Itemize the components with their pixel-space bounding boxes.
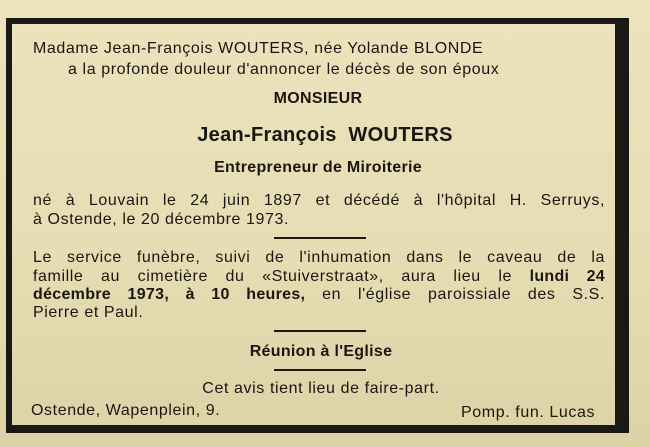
divider-3 xyxy=(274,369,366,371)
service-line-2-text: famille au cimetière du «Stuiverstraat», aura lieu le xyxy=(33,268,530,285)
intro-line-2: a la profonde douleur d'annoncer le décès de son époux xyxy=(68,61,500,78)
service-line-2 xyxy=(33,267,605,287)
address: Ostende, Wapenplein, 9. xyxy=(31,402,221,419)
service-line-4: Pierre et Paul. xyxy=(33,304,144,321)
service-line-1: Le service funèbre, suivi de l'inhumation dans le caveau de la xyxy=(33,249,605,266)
divider-2 xyxy=(274,330,366,332)
birth-line-2: à Ostende, le 20 décembre 1973. xyxy=(33,211,290,228)
service-date-start: lundi 24 xyxy=(529,268,606,285)
honorific: MONSIEUR xyxy=(273,90,363,107)
notice-text: Cet avis tient lieu de faire-part. xyxy=(202,380,440,397)
deceased-name: Jean-François WOUTERS xyxy=(197,124,453,146)
divider-1 xyxy=(274,237,366,239)
service-line-3-text: en l'église paroissiale des S.S. xyxy=(305,286,605,303)
profession: Entrepreneur de Miroiterie xyxy=(214,159,422,176)
service-line-3 xyxy=(33,285,605,305)
intro-line-1: Madame Jean-François WOUTERS, née Yolande BLONDE xyxy=(33,40,484,57)
birth-line-1: né à Louvain le 24 juin 1897 et décédé à l'hôpital H. Serruys, xyxy=(33,192,605,209)
reunion-heading: Réunion à l'Eglise xyxy=(249,343,393,360)
service-date-time: décembre 1973, à 10 heures, xyxy=(33,286,306,303)
funeral-home: Pomp. fun. Lucas xyxy=(461,404,596,421)
